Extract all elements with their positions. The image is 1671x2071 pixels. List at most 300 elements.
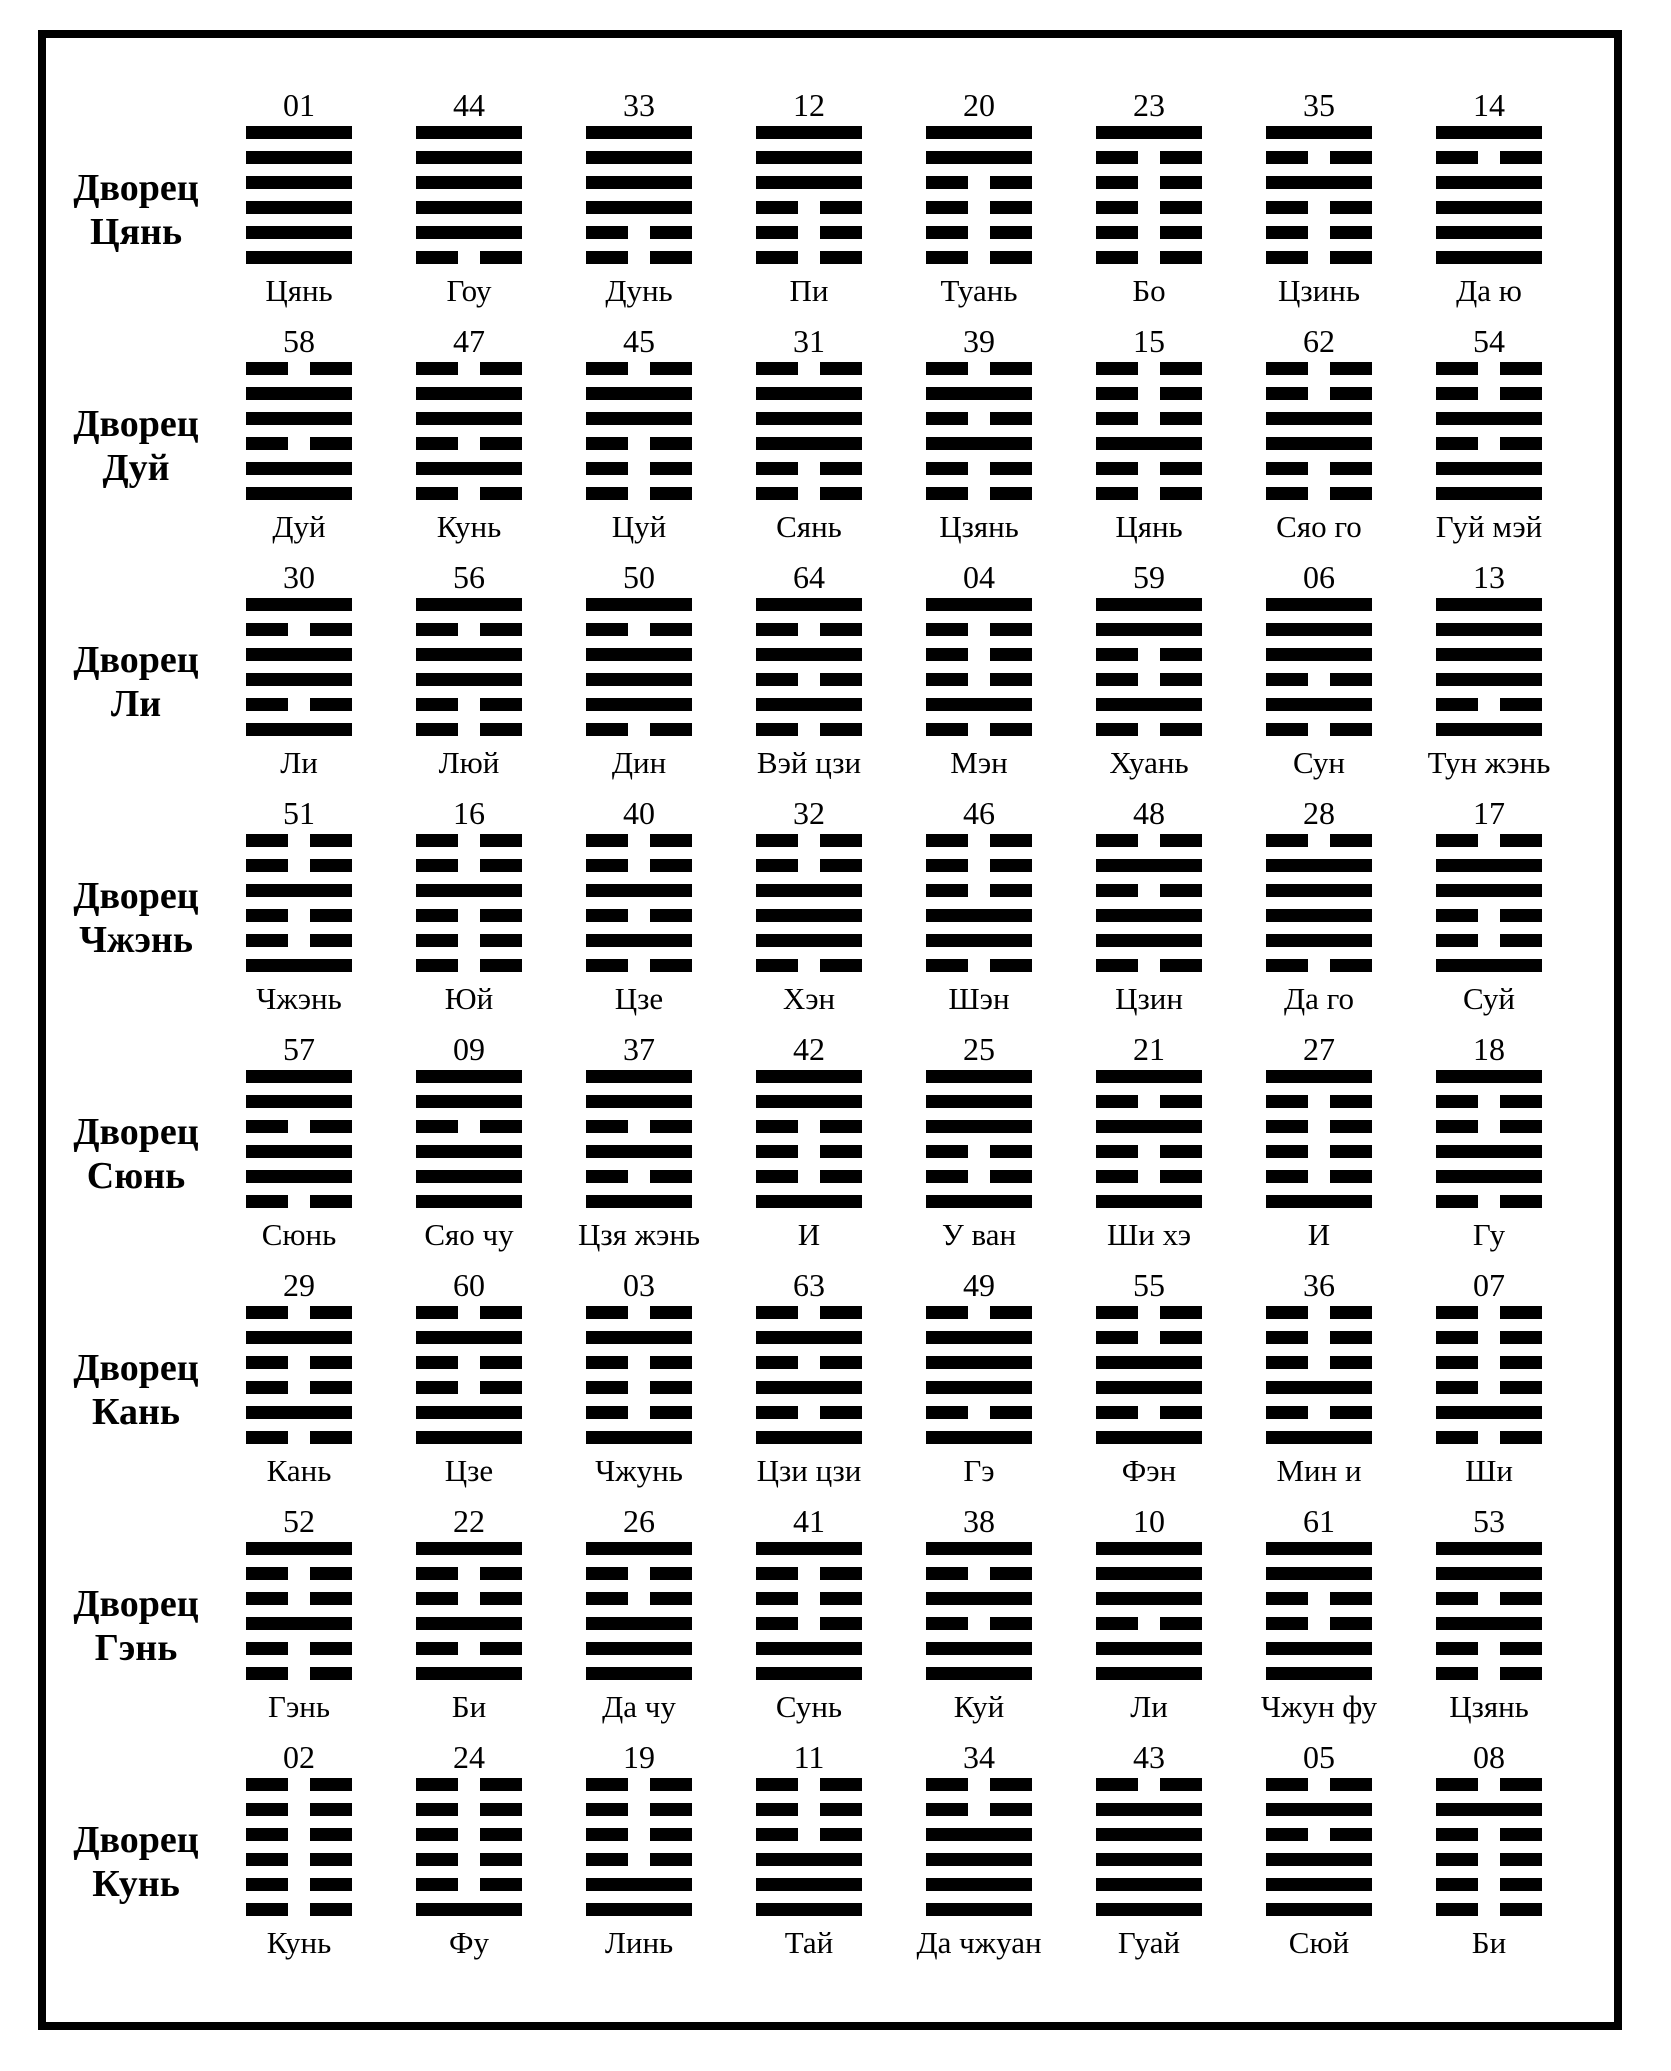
yin-line: [416, 487, 522, 500]
solid-bar: [416, 1667, 522, 1680]
yin-line: [756, 1567, 862, 1580]
broken-bar-half: [926, 623, 968, 636]
hexagram-figure: [926, 362, 1032, 500]
broken-bar-half: [820, 1828, 862, 1841]
yin-line: [1096, 226, 1202, 239]
yang-line: [1096, 1195, 1202, 1208]
hexagram-figure: [1096, 126, 1202, 264]
broken-bar-half: [480, 1381, 522, 1394]
palace-label-line2: Сюнь: [86, 1155, 186, 1197]
solid-bar: [756, 1642, 862, 1655]
yin-line: [1096, 673, 1202, 686]
hexagram-name: Дин: [611, 745, 667, 780]
broken-bar-half: [650, 462, 692, 475]
broken-bar-half: [1330, 959, 1372, 972]
broken-bar-half: [990, 1778, 1032, 1791]
yang-line: [246, 648, 352, 661]
broken-bar-half: [1266, 673, 1308, 686]
yin-line: [1436, 909, 1542, 922]
hexagram-name: Цянь: [265, 273, 333, 308]
broken-bar-half: [820, 1803, 862, 1816]
yang-line: [1436, 959, 1542, 972]
broken-bar-half: [1266, 959, 1308, 972]
yin-line: [1266, 1778, 1372, 1791]
yin-line: [1096, 487, 1202, 500]
broken-bar-half: [416, 487, 458, 500]
broken-bar-half: [1330, 1120, 1372, 1133]
broken-bar-half: [1266, 362, 1308, 375]
yang-line: [246, 151, 352, 164]
broken-bar-half: [1096, 959, 1138, 972]
hexagram-number: 32: [793, 795, 825, 831]
broken-bar-half: [820, 1170, 862, 1183]
solid-bar: [586, 934, 692, 947]
broken-bar-half: [820, 1120, 862, 1133]
yin-line: [756, 1356, 862, 1369]
solid-bar: [1096, 1903, 1202, 1916]
solid-bar: [1436, 623, 1542, 636]
yin-line: [1436, 1120, 1542, 1133]
yin-line: [926, 462, 1032, 475]
solid-bar: [756, 1878, 862, 1891]
yang-line: [1096, 1878, 1202, 1891]
yin-line: [246, 1642, 352, 1655]
broken-bar-half: [1436, 1356, 1478, 1369]
broken-bar-half: [586, 723, 628, 736]
solid-bar: [246, 959, 352, 972]
yang-line: [1096, 1642, 1202, 1655]
broken-bar-half: [756, 1145, 798, 1158]
broken-bar-half: [1436, 1381, 1478, 1394]
yin-line: [926, 362, 1032, 375]
palace-label-line2: Кунь: [92, 1863, 180, 1905]
broken-bar-half: [926, 1567, 968, 1580]
yang-line: [246, 251, 352, 264]
yang-line: [416, 1617, 522, 1630]
broken-bar-half: [756, 226, 798, 239]
palace-label-line2: Ли: [110, 683, 162, 725]
hexagram-number: 04: [963, 559, 995, 595]
yang-line: [246, 1331, 352, 1344]
yin-line: [1096, 387, 1202, 400]
yang-line: [756, 1878, 862, 1891]
hexagram-figure: [416, 1306, 522, 1444]
broken-bar-half: [586, 462, 628, 475]
yin-line: [1096, 1145, 1202, 1158]
broken-bar-half: [310, 1853, 352, 1866]
broken-bar-half: [1096, 1331, 1138, 1344]
broken-bar-half: [820, 1356, 862, 1369]
yang-line: [1436, 462, 1542, 475]
broken-bar-half: [586, 362, 628, 375]
yang-line: [1436, 1070, 1542, 1083]
yin-line: [926, 673, 1032, 686]
yin-line: [246, 1356, 352, 1369]
broken-bar-half: [310, 1778, 352, 1791]
yin-line: [926, 884, 1032, 897]
yin-line: [926, 723, 1032, 736]
solid-bar: [416, 1406, 522, 1419]
broken-bar-half: [820, 723, 862, 736]
yin-line: [926, 1617, 1032, 1630]
solid-bar: [586, 151, 692, 164]
palace-label: [46, 1346, 226, 1434]
solid-bar: [926, 126, 1032, 139]
yin-line: [1266, 1356, 1372, 1369]
yang-line: [756, 176, 862, 189]
broken-bar-half: [416, 623, 458, 636]
yang-line: [756, 1667, 862, 1680]
yang-line: [926, 1070, 1032, 1083]
yin-line: [1436, 1878, 1542, 1891]
solid-bar: [246, 126, 352, 139]
yang-line: [416, 673, 522, 686]
hexagram-figure: [1096, 1542, 1202, 1680]
yang-line: [1436, 648, 1542, 661]
broken-bar-half: [416, 1853, 458, 1866]
yin-line: [246, 934, 352, 947]
palace-label: [46, 402, 226, 490]
palace-label-line2: Цянь: [89, 211, 183, 253]
broken-bar-half: [1266, 1592, 1308, 1605]
yang-line: [756, 387, 862, 400]
yang-line: [756, 1070, 862, 1083]
yin-line: [756, 487, 862, 500]
hexagram-figure: [586, 362, 692, 500]
yin-line: [756, 462, 862, 475]
broken-bar-half: [310, 1667, 352, 1680]
yin-line: [756, 1406, 862, 1419]
hexagram-name: Сюй: [1288, 1925, 1350, 1960]
yin-line: [1096, 1306, 1202, 1319]
yin-line: [1436, 1095, 1542, 1108]
broken-bar-half: [480, 1642, 522, 1655]
hexagram-figure: [756, 1306, 862, 1444]
broken-bar-half: [310, 1381, 352, 1394]
broken-bar-half: [990, 959, 1032, 972]
hexagram-name: Да го: [1283, 981, 1355, 1016]
hexagram-figure: [1436, 1778, 1542, 1916]
broken-bar-half: [1436, 1331, 1478, 1344]
yin-line: [1096, 176, 1202, 189]
yang-line: [586, 648, 692, 661]
yin-line: [586, 1306, 692, 1319]
yang-line: [1436, 126, 1542, 139]
yang-line: [416, 226, 522, 239]
yin-line: [246, 437, 352, 450]
solid-bar: [1266, 884, 1372, 897]
yin-line: [756, 959, 862, 972]
broken-bar-half: [416, 1592, 458, 1605]
hexagram-number: 57: [283, 1031, 315, 1067]
yang-line: [756, 1195, 862, 1208]
yin-line: [416, 723, 522, 736]
broken-bar-half: [820, 462, 862, 475]
hexagram-figure: [416, 1778, 522, 1916]
broken-bar-half: [586, 1803, 628, 1816]
hexagram-name: Цзе: [614, 981, 664, 1016]
yin-line: [586, 1567, 692, 1580]
broken-bar-half: [1436, 1878, 1478, 1891]
solid-bar: [1436, 251, 1542, 264]
hexagram-figure: [1266, 126, 1372, 264]
yin-line: [756, 1145, 862, 1158]
hexagram-number: 23: [1133, 87, 1165, 123]
hexagram-name: Суй: [1463, 981, 1515, 1016]
yin-line: [246, 1667, 352, 1680]
yang-line: [246, 1095, 352, 1108]
broken-bar-half: [1160, 362, 1202, 375]
solid-bar: [1436, 176, 1542, 189]
yang-line: [246, 462, 352, 475]
yang-line: [586, 934, 692, 947]
yin-line: [416, 859, 522, 872]
hexagram-figure: [1266, 598, 1372, 736]
yin-line: [1436, 362, 1542, 375]
solid-bar: [926, 909, 1032, 922]
hexagram-name: Пи: [789, 273, 829, 308]
yang-line: [416, 1070, 522, 1083]
hexagram-name: Ли: [280, 745, 318, 780]
hexagram-name: Чжун фу: [1260, 1689, 1378, 1724]
hexagram-number: 08: [1473, 1739, 1505, 1775]
solid-bar: [756, 412, 862, 425]
yang-line: [1266, 623, 1372, 636]
yin-line: [1096, 1406, 1202, 1419]
yin-line: [756, 251, 862, 264]
broken-bar-half: [480, 1853, 522, 1866]
broken-bar-half: [1330, 1592, 1372, 1605]
hexagram-name: Сюнь: [261, 1217, 337, 1252]
hexagram-number: 15: [1133, 323, 1165, 359]
yin-line: [586, 859, 692, 872]
solid-bar: [1266, 1567, 1372, 1580]
hexagram-name: Тай: [784, 1925, 834, 1960]
yin-line: [1436, 151, 1542, 164]
yin-line: [586, 1406, 692, 1419]
solid-bar: [756, 884, 862, 897]
broken-bar-half: [650, 859, 692, 872]
yang-line: [1266, 1853, 1372, 1866]
hexagram-name: Линь: [604, 1925, 674, 1960]
solid-bar: [416, 226, 522, 239]
solid-bar: [926, 387, 1032, 400]
broken-bar-half: [1160, 648, 1202, 661]
broken-bar-half: [1436, 1642, 1478, 1655]
solid-bar: [926, 1356, 1032, 1369]
broken-bar-half: [416, 959, 458, 972]
yang-line: [1436, 201, 1542, 214]
hexagram-figure: [926, 1306, 1032, 1444]
hexagram-figure: [1436, 362, 1542, 500]
yang-line: [1266, 1431, 1372, 1444]
broken-bar-half: [1436, 1778, 1478, 1791]
broken-bar-half: [990, 623, 1032, 636]
broken-bar-half: [990, 412, 1032, 425]
hexagram-figure: [246, 1778, 352, 1916]
yin-line: [1266, 723, 1372, 736]
solid-bar: [1436, 1170, 1542, 1183]
broken-bar-half: [480, 934, 522, 947]
broken-bar-half: [1096, 251, 1138, 264]
solid-bar: [1266, 598, 1372, 611]
hexagram-figure: [1436, 1542, 1542, 1680]
solid-bar: [586, 1431, 692, 1444]
yang-line: [1266, 1803, 1372, 1816]
yin-line: [756, 1120, 862, 1133]
solid-bar: [246, 151, 352, 164]
hexagram-figure: [1266, 362, 1372, 500]
yang-line: [756, 698, 862, 711]
broken-bar-half: [1500, 1120, 1542, 1133]
yin-line: [1436, 1331, 1542, 1344]
broken-bar-half: [586, 1592, 628, 1605]
solid-bar: [1096, 1195, 1202, 1208]
broken-bar-half: [1266, 387, 1308, 400]
yang-line: [1266, 1878, 1372, 1891]
yang-line: [246, 487, 352, 500]
broken-bar-half: [310, 437, 352, 450]
solid-bar: [1266, 126, 1372, 139]
broken-bar-half: [926, 176, 968, 189]
broken-bar-half: [1330, 1406, 1372, 1419]
broken-bar-half: [990, 487, 1032, 500]
broken-bar-half: [990, 1406, 1032, 1419]
broken-bar-half: [926, 1145, 968, 1158]
broken-bar-half: [586, 437, 628, 450]
yang-line: [246, 176, 352, 189]
hexagram-number: 56: [453, 559, 485, 595]
broken-bar-half: [756, 1617, 798, 1630]
hexagram-figure: [416, 362, 522, 500]
hexagram-figure: [586, 1778, 692, 1916]
hexagram-figure: [1096, 598, 1202, 736]
hexagram-name: Туань: [940, 273, 1018, 308]
broken-bar-half: [1500, 1095, 1542, 1108]
yin-line: [416, 1828, 522, 1841]
broken-bar-half: [820, 226, 862, 239]
yang-line: [586, 1903, 692, 1916]
broken-bar-half: [416, 1828, 458, 1841]
yang-line: [926, 1642, 1032, 1655]
yang-line: [1436, 487, 1542, 500]
solid-bar: [246, 723, 352, 736]
broken-bar-half: [1096, 648, 1138, 661]
yin-line: [1436, 834, 1542, 847]
yang-line: [1096, 1542, 1202, 1555]
palace-label: [46, 874, 226, 962]
broken-bar-half: [1500, 1667, 1542, 1680]
hexagram-name: Кунь: [266, 1925, 332, 1960]
yin-line: [756, 1170, 862, 1183]
hexagram-figure: [416, 598, 522, 736]
yang-line: [926, 1381, 1032, 1394]
yin-line: [1096, 884, 1202, 897]
broken-bar-half: [1160, 959, 1202, 972]
hexagram-number: 35: [1303, 87, 1335, 123]
broken-bar-half: [1500, 437, 1542, 450]
solid-bar: [1266, 623, 1372, 636]
yin-line: [1096, 1778, 1202, 1791]
yin-line: [1266, 1095, 1372, 1108]
solid-bar: [586, 1195, 692, 1208]
broken-bar-half: [1436, 1828, 1478, 1841]
yin-line: [416, 1381, 522, 1394]
yang-line: [1436, 1617, 1542, 1630]
broken-bar-half: [1436, 1903, 1478, 1916]
broken-bar-half: [1500, 1778, 1542, 1791]
broken-bar-half: [926, 1306, 968, 1319]
broken-bar-half: [1266, 1145, 1308, 1158]
hexagram-number: 31: [793, 323, 825, 359]
solid-bar: [756, 437, 862, 450]
yang-line: [416, 462, 522, 475]
broken-bar-half: [480, 251, 522, 264]
solid-bar: [1096, 1567, 1202, 1580]
broken-bar-half: [1160, 151, 1202, 164]
broken-bar-half: [650, 1803, 692, 1816]
yin-line: [756, 1592, 862, 1605]
solid-bar: [926, 1070, 1032, 1083]
hexagram-name: Юй: [444, 981, 494, 1016]
yin-line: [926, 1406, 1032, 1419]
solid-bar: [1266, 934, 1372, 947]
hexagram-figure: [586, 598, 692, 736]
solid-bar: [416, 176, 522, 189]
broken-bar-half: [756, 1567, 798, 1580]
solid-bar: [1096, 1803, 1202, 1816]
solid-bar: [1096, 698, 1202, 711]
solid-bar: [246, 412, 352, 425]
hexagram-figure: [756, 1542, 862, 1680]
yang-line: [756, 598, 862, 611]
yin-line: [1266, 834, 1372, 847]
hexagram-number: 11: [793, 1739, 825, 1775]
broken-bar-half: [1266, 1617, 1308, 1630]
solid-bar: [416, 673, 522, 686]
broken-bar-half: [246, 859, 288, 872]
palace-label-line1: Дворец: [73, 639, 199, 681]
hexagram-number: 36: [1303, 1267, 1335, 1303]
broken-bar-half: [246, 1356, 288, 1369]
hexagram-name: Би: [451, 1689, 487, 1724]
yin-line: [586, 723, 692, 736]
hexagram-number: 41: [793, 1503, 825, 1539]
hexagram-figure: [1436, 598, 1542, 736]
yin-line: [1436, 1667, 1542, 1680]
yin-line: [926, 251, 1032, 264]
solid-bar: [1266, 698, 1372, 711]
hexagram-number: 17: [1473, 795, 1505, 831]
solid-bar: [1096, 859, 1202, 872]
yang-line: [246, 126, 352, 139]
solid-bar: [416, 1542, 522, 1555]
yang-line: [1266, 909, 1372, 922]
yang-line: [416, 1542, 522, 1555]
yang-line: [1096, 1803, 1202, 1816]
yin-line: [1096, 462, 1202, 475]
solid-bar: [1266, 909, 1372, 922]
hexagram-name: Кань: [266, 1453, 332, 1488]
broken-bar-half: [756, 673, 798, 686]
broken-bar-half: [480, 698, 522, 711]
broken-bar-half: [756, 1778, 798, 1791]
broken-bar-half: [1436, 1592, 1478, 1605]
solid-bar: [1096, 1878, 1202, 1891]
solid-bar: [416, 1431, 522, 1444]
yin-line: [1266, 1331, 1372, 1344]
yin-line: [756, 1617, 862, 1630]
